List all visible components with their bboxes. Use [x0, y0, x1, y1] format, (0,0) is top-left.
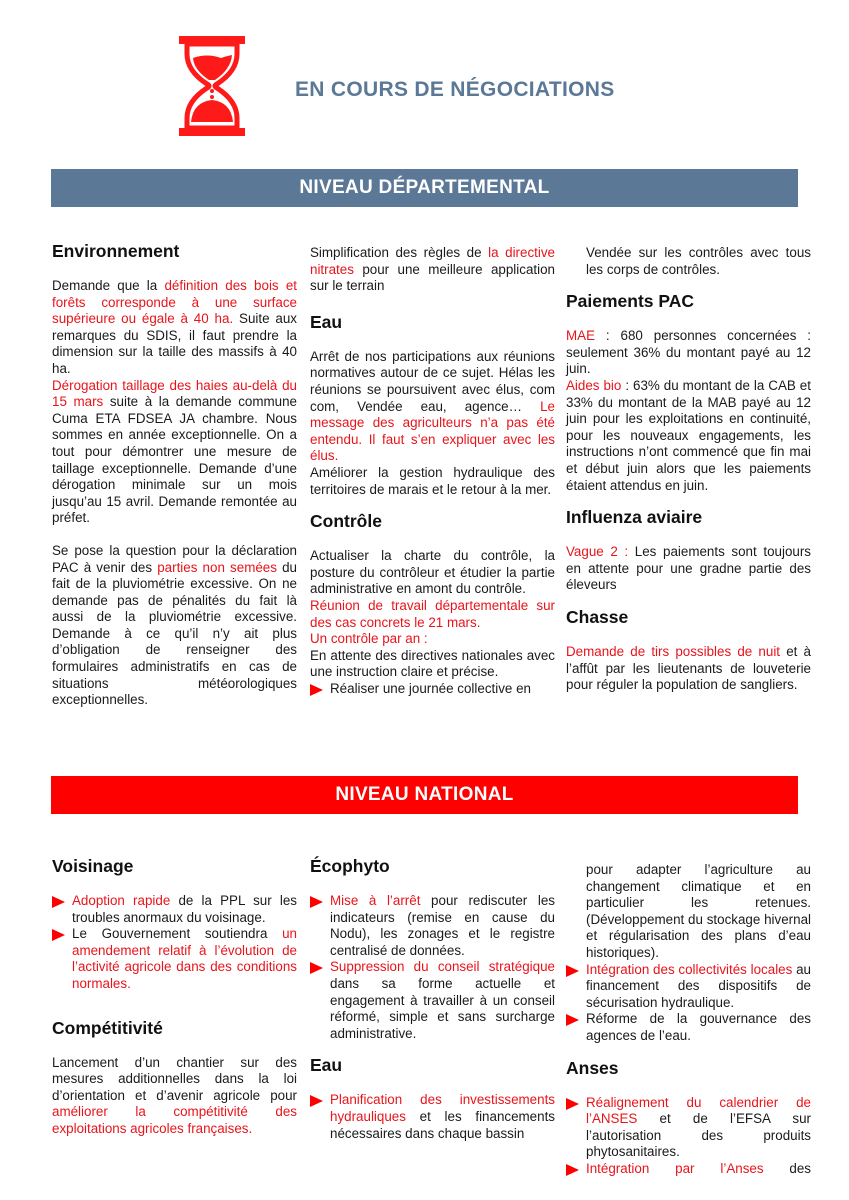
natl-column-1	[52, 855, 297, 1138]
highlight-text: Planification des investissements hydrauliques	[330, 1092, 555, 1124]
natl-column-3	[566, 862, 811, 1178]
arrow-right-icon	[310, 684, 323, 696]
dept-column-1	[52, 240, 297, 709]
paragraph: Se pose la question pour la déclaration PAC à venir des parties non semées du fait de la pluviométrie excessive. On ne demande pas de pénalités du fait là aussi de la pluviométrie excessive. Demande à ce qu’il n’y ait plus d’obligation de renseigner des formulaires administratifs en cas de situations météorologiques exceptionnelles.	[52, 542, 297, 708]
arrow-right-icon	[52, 929, 65, 941]
bullet-item: Réforme de la gouvernance des agences de l’eau.	[566, 1011, 811, 1044]
highlight-text: Intégration par l’Anses	[586, 1160, 764, 1176]
highlight-text: Un contrôle par an :	[310, 631, 428, 647]
paragraph: Arrêt de nos participations aux réunions normatives autour de ce sujet. Hélas les réunions se poursuivent avec élus, com com, Vendée eau, agence… Le message des agriculteurs n’a pas été entendu. Il faut s’en expliquer avec les élus.	[310, 348, 555, 464]
paragraph: Lancement d’un chantier sur des mesures additionnelles dans la loi d’orientation et d’avenir agricole pour améliorer la compétitivité des exploitations agricoles françaises.	[52, 1054, 297, 1136]
bullet-continuation: pour adapter l’agriculture au changement climatique et en particulier les retenues. (Développement du stockage hivernal et régularisation des plans d’eau historiques).	[586, 862, 811, 960]
bullet-item: Réalignement du calendrier de l’ANSES et de l’EFSA sur l’autorisation des produits phytosanitaires.	[566, 1095, 811, 1161]
page-title: EN COURS DE NÉGOCIATIONS	[295, 78, 615, 101]
highlight-text: Adoption rapide	[72, 893, 171, 908]
heading-competitivite: Compétitivité	[52, 1017, 163, 1038]
highlight-text: Réalignement du calendrier de l’ANSES	[586, 1094, 811, 1127]
arrow-right-icon	[566, 1098, 579, 1110]
page-header	[0, 0, 849, 160]
highlight-text: un amendement relatif à l’évolution de l’activité agricole dans des conditions normales.	[72, 926, 297, 991]
heading-paiements-pac: Paiements PAC	[566, 291, 695, 312]
bullet-continuation: Vendée sur les contrôles avec tous les corps de contrôles.	[586, 245, 811, 277]
paragraph: Aides bio : 63% du montant de la CAB et 33% du montant de la MAB payé au 12 juin pour les exploitations en continuité, pour les nouveaux engagements, les instructions n’ont commencé que fin mai et début juin alors que les paiements étaient attendus en juin.	[566, 377, 811, 493]
highlight-text: Vague 2 :	[566, 544, 629, 560]
heading-influenza: Influenza aviaire	[566, 507, 703, 528]
highlight-text: Aides bio	[566, 377, 622, 393]
dept-column-3	[566, 245, 811, 694]
highlight-text: la directive nitrates	[310, 245, 555, 277]
bullet-item: Intégration des collectivités locales au financement des dispositifs de sécurisation hydraulique.	[566, 962, 811, 1012]
paragraph: Demande de tirs possibles de nuit et à l’affût par les lieutenants de louveterie pour réguler la population de sangliers.	[566, 643, 811, 693]
arrow-right-icon	[566, 1014, 579, 1026]
section-band-national: NIVEAU NATIONAL	[51, 776, 798, 814]
highlight-text: parties non semées	[157, 559, 277, 575]
heading-anses: Anses	[566, 1057, 619, 1078]
arrow-right-icon	[52, 896, 65, 908]
bullet-item: Planification des investissements hydrauliques et les financements nécessaires dans chaque bassin	[310, 1092, 555, 1142]
paragraph: Actualiser la charte du contrôle, la posture du contrôleur et étudier la partie administrative en amont du contrôle.	[310, 548, 555, 597]
highlight-text: Mise à l’arrêt	[330, 893, 421, 908]
heading-eau: Eau	[310, 311, 343, 332]
paragraph: Demande que la définition des bois et forêts corresponde à une surface supérieure ou égale à 40 ha. Suite aux remarques du SDIS, il faut prendre la dimension sur la taille des massifs à 40 ha.	[52, 278, 297, 376]
dept-column-2	[310, 245, 555, 698]
arrow-right-icon	[566, 1164, 579, 1176]
paragraph: Simplification des règles de la directive nitrates pour une meilleure application sur le terrain	[310, 245, 555, 294]
bullet-item: Suppression du conseil stratégique dans sa forme actuelle et engagement à travailler à un conseil réformé, simple et sans surcharge administrative.	[310, 959, 555, 1042]
highlight-text: Suppression du conseil stratégique	[330, 959, 555, 975]
arrow-right-icon	[310, 962, 323, 974]
bullet-item: Réaliser une journée collective en	[310, 681, 555, 698]
heading-environnement: Environnement	[52, 241, 180, 261]
arrow-right-icon	[310, 1095, 323, 1107]
paragraph: En attente des directives nationales avec une instruction claire et précise.	[310, 647, 555, 680]
hourglass-icon	[177, 36, 247, 136]
heading-ecophyto: Écophyto	[310, 856, 390, 876]
highlight-text: Intégration des collectivités locales	[586, 961, 793, 977]
arrow-right-icon	[566, 965, 579, 977]
heading-eau-national: Eau	[310, 1055, 343, 1076]
natl-column-2	[310, 855, 555, 1142]
heading-controle: Contrôle	[310, 511, 382, 532]
highlight-text: Le message des agriculteurs n’a pas été entendu. Il faut s’en expliquer avec les élus.	[310, 398, 555, 464]
section-band-departemental: NIVEAU DÉPARTEMENTAL	[51, 169, 798, 207]
arrow-right-icon	[310, 896, 323, 908]
highlight-text: définition des bois et forêts corresponde à une surface supérieure ou égale à 40 ha.	[52, 278, 297, 327]
heading-voisinage: Voisinage	[52, 856, 134, 876]
highlight-text: Dérogation taillage des haies au-delà du 15 mars	[52, 377, 297, 410]
highlight-text: MAE	[566, 328, 596, 344]
highlight-text: Demande de tirs possibles de nuit	[566, 643, 781, 659]
paragraph: Améliorer la gestion hydraulique des territoires de marais et le retour à la mer.	[310, 464, 555, 497]
bullet-item: Le Gouvernement soutiendra un amendement relatif à l’évolution de l’activité agricole dans des conditions normales.	[52, 926, 297, 992]
paragraph: Dérogation taillage des haies au-delà du 15 mars suite à la demande commune Cuma ETA FDSEA JA chambre. Nous sommes en année exceptionnelle. On a tout pour démontrer une mesure de taillage exceptionnelle. Demande d’une dérogation minimale sur un mois jusqu’au 15 avril. Demande remontée au préfet.	[52, 377, 297, 526]
paragraph: Vague 2 : Les paiements sont toujours en attente pour une gradne partie des éleveurs	[566, 544, 811, 593]
heading-chasse: Chasse	[566, 606, 629, 627]
bullet-item: Intégration par l’Anses des	[566, 1161, 811, 1178]
paragraph: MAE : 680 personnes concernées : seulement 36% du montant payé au 12 juin.	[566, 328, 811, 377]
highlight-text: améliorer la compétitivité des exploitations agricoles françaises.	[52, 1104, 297, 1136]
bullet-item: Adoption rapide de la PPL sur les troubles anormaux du voisinage.	[52, 893, 297, 926]
highlight-text: Réunion de travail départementale sur des cas concrets le 21 mars.	[310, 597, 555, 630]
bullet-item: Mise à l’arrêt pour rediscuter les indicateurs (remise en cause du Nodu), les zonages et le registre centralisé de données.	[310, 893, 555, 959]
